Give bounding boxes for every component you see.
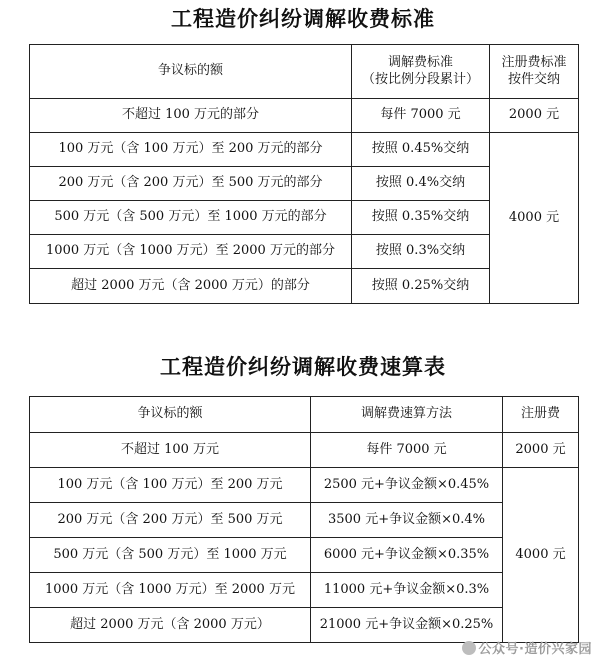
- calc-method-cell: 3500 元+争议金额×0.4%: [311, 503, 503, 538]
- calc-method-cell: 6000 元+争议金额×0.35%: [311, 538, 503, 573]
- header-mediation-fee-line2: （按比例分段累计）: [361, 71, 479, 87]
- header-registration-fee-line1: 注册费标准: [501, 54, 567, 70]
- calc-method-cell: 每件 7000 元: [311, 433, 503, 468]
- dispute-range-cell: 500 万元（含 500 万元）至 1000 万元: [30, 538, 311, 573]
- registration-fee-cell: 2000 元: [503, 433, 579, 468]
- fee-cell: 按照 0.3%交纳: [352, 235, 490, 269]
- table-row: [30, 503, 579, 538]
- registration-fee-cell: 4000 元: [490, 133, 579, 304]
- table-row: [30, 99, 579, 133]
- fee-standard-table: [29, 44, 579, 304]
- header-registration-fee: 注册费: [503, 397, 579, 433]
- dispute-range-cell: 1000 万元（含 1000 万元）至 2000 万元: [30, 573, 311, 608]
- watermark: [462, 638, 592, 657]
- header-registration-fee-line2: 按件交纳: [507, 71, 560, 87]
- dispute-range-cell: 超过 2000 万元（含 2000 万元）: [30, 608, 311, 643]
- dispute-range-cell: 100 万元（含 100 万元）至 200 万元的部分: [30, 133, 352, 167]
- fee-cell: 每件 7000 元: [352, 99, 490, 133]
- header-registration-fee: [490, 45, 579, 99]
- table-row: [30, 133, 579, 167]
- dispute-range-cell: 100 万元（含 100 万元）至 200 万元: [30, 468, 311, 503]
- table-row: [30, 538, 579, 573]
- calc-method-cell: 11000 元+争议金额×0.3%: [311, 573, 503, 608]
- fee-quick-calc-table: [29, 396, 579, 643]
- fee-cell: 按照 0.25%交纳: [352, 269, 490, 304]
- fee-cell: 按照 0.35%交纳: [352, 201, 490, 235]
- table-row: [30, 468, 579, 503]
- calc-method-cell: 2500 元+争议金额×0.45%: [311, 468, 503, 503]
- dispute-range-cell: 超过 2000 万元（含 2000 万元）的部分: [30, 269, 352, 304]
- header-mediation-fee-line1: 调解费标准: [387, 54, 453, 70]
- dispute-range-cell: 200 万元（含 200 万元）至 500 万元: [30, 503, 311, 538]
- header-quick-calc-method: 调解费速算方法: [311, 397, 503, 433]
- dispute-range-cell: 200 万元（含 200 万元）至 500 万元的部分: [30, 167, 352, 201]
- watermark-text: 公众号·造价兴家园: [478, 642, 592, 657]
- dispute-range-cell: 不超过 100 万元: [30, 433, 311, 468]
- header-dispute-amount: 争议标的额: [30, 45, 352, 99]
- wechat-logo-icon: [462, 641, 476, 655]
- table-row: [30, 573, 579, 608]
- header-dispute-amount: 争议标的额: [30, 397, 311, 433]
- fee-cell: 按照 0.45%交纳: [352, 133, 490, 167]
- fee-cell: 按照 0.4%交纳: [352, 167, 490, 201]
- dispute-range-cell: 1000 万元（含 1000 万元）至 2000 万元的部分: [30, 235, 352, 269]
- table-row: [30, 433, 579, 468]
- table-header-row: [30, 397, 579, 433]
- table-header-row: [30, 45, 579, 99]
- dispute-range-cell: 500 万元（含 500 万元）至 1000 万元的部分: [30, 201, 352, 235]
- table1-title: 工程造价纠纷调解收费标准: [171, 6, 435, 31]
- registration-fee-cell: 2000 元: [490, 99, 579, 133]
- table2-title: 工程造价纠纷调解收费速算表: [160, 354, 446, 379]
- dispute-range-cell: 不超过 100 万元的部分: [30, 99, 352, 133]
- registration-fee-cell: 4000 元: [503, 468, 579, 643]
- header-mediation-fee: [352, 45, 490, 99]
- calc-method-cell: 21000 元+争议金额×0.25%: [311, 608, 503, 643]
